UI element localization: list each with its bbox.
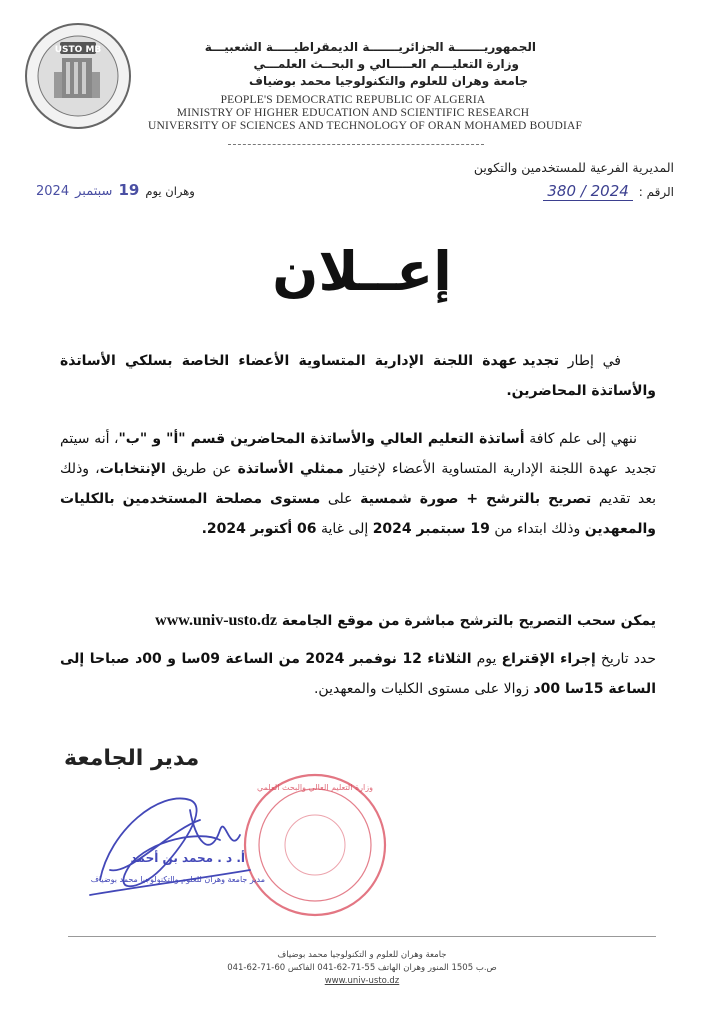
university-website-link[interactable]: www.univ-usto.dz xyxy=(155,612,277,629)
date-day: 19 xyxy=(118,181,140,199)
announcement-title: إعــلان xyxy=(272,240,452,303)
p2-text-m: إلى غاية xyxy=(316,521,373,537)
signer-title: مدير الجامعة xyxy=(64,746,200,771)
signature-and-stamp xyxy=(70,770,400,920)
p3-bold: يمكن سحب التصريح بالترشح مباشرة من موقع الجامعة xyxy=(276,613,656,629)
reference-label: الرقم : xyxy=(638,185,674,199)
header-english-republic: PEOPLE'S DEMOCRATIC REPUBLIC OF ALGERIA xyxy=(220,94,486,106)
official-seal xyxy=(245,775,385,915)
signature-stamp xyxy=(91,850,265,884)
date-year: 2024 xyxy=(36,184,70,199)
p1-bold: تجديد عهدة اللجنة الإدارية المتساوية الأعضاء الخاصة بسلكي الأساتذة والأساتذة المحاضرين. xyxy=(60,353,656,399)
footer-contact: ص.ب 1505 المنور وهران الهاتف 55-71-62-041 الفاكس 60-71-62-041 xyxy=(227,963,497,973)
p2-text-i: على xyxy=(320,491,361,507)
paragraph-vote-date xyxy=(60,644,656,704)
header-arabic-university: جامعة وهران للعلوم والتكنولوجيا محمد بوضياف xyxy=(249,74,528,88)
p4-bold-d: الثلاثاء 12 نوفمبر 2024 من الساعة 09سا و 00د صباحا إلى الساعة 15سا 00د xyxy=(60,651,656,697)
header-arabic-republic: الجمهوريـــــــة الجزائريـــــــة الديمقراطيـــــة الشعبيـــة xyxy=(204,40,536,54)
p2-text-e: عن طريق xyxy=(165,461,238,477)
p4-text-e: زوالا على مستوى الكليات والمعهدين. xyxy=(313,681,534,697)
footer-divider xyxy=(68,936,656,937)
footer-website-link[interactable]: www.univ-usto.dz xyxy=(324,976,400,986)
p2-bold-h: تصريح بالترشح + صورة شمسية xyxy=(360,491,592,507)
svg-text:مدير جامعة وهران للعلوم والتكن: مدير جامعة وهران للعلوم والتكنولوجيا محمد بوضياف xyxy=(90,875,265,884)
p2-text-k: وذلك ابتداء من xyxy=(489,521,585,537)
p2-text-a: ننهي إلى علم كافة xyxy=(524,431,638,447)
p2-text-c: ، أنه سيتم تجديد عهدة اللجنة الإدارية المتساوية الأعضاء لإختيار xyxy=(60,431,656,477)
reference-number: 2024 / 380 xyxy=(543,182,632,201)
p4-text-a: حدد تاريخ xyxy=(595,651,657,667)
university-logo xyxy=(24,22,132,130)
paragraph-notice xyxy=(60,424,656,544)
header-english-ministry: MINISTRY OF HIGHER EDUCATION AND SCIENTIFIC RESEARCH xyxy=(176,107,530,119)
p2-bold-start-date: 19 سبتمبر 2024 xyxy=(372,521,490,537)
svg-text:وزارة التعليم العالي والبحث ال: وزارة التعليم العالي والبحث العلمي xyxy=(257,783,373,792)
svg-text:USTO MB: USTO MB xyxy=(54,45,102,55)
paragraph-context xyxy=(60,346,656,406)
p4-bold-b: إجراء الإقتراع xyxy=(501,651,596,667)
footer-university-name: جامعة وهران للعلوم و التكنولوجيا محمد بوضياف xyxy=(277,950,447,960)
date-label: وهران يوم xyxy=(145,184,195,198)
header-arabic-ministry: وزارة التعليـــم العـــــالي و البحــث العلمـــي xyxy=(253,57,519,71)
p2-bold-b: أساتذة التعليم العالي والأساتذة المحاضرين قسم "أ" و "ب" xyxy=(118,431,525,447)
header-divider xyxy=(228,144,484,145)
p2-text-g: ، وذلك بعد تقديم xyxy=(60,461,656,507)
p1-text: في إطار xyxy=(559,353,621,369)
date-month: سبتمبر xyxy=(75,184,113,199)
p2-bold-f: الإنتخابات xyxy=(99,461,166,477)
p2-bold-end-date: 06 أكتوبر 2024. xyxy=(201,521,317,537)
p2-bold-j: مستوى مصلحة المستخدمين بالكليات والمعهدين xyxy=(60,491,656,537)
p4-text-c: يوم xyxy=(471,651,502,667)
date-line xyxy=(36,181,195,199)
reference-line xyxy=(543,182,674,201)
paragraph-download xyxy=(60,606,656,636)
sub-directorate: المديرية الفرعية للمستخدمين والتكوين xyxy=(473,160,674,175)
svg-text:أ. د . محمد بن أحمد: أ. د . محمد بن أحمد xyxy=(130,851,245,865)
header-english-university: UNIVERSITY OF SCIENCES AND TECHNOLOGY OF ORAN MOHAMED BOUDIAF xyxy=(148,120,583,132)
p2-bold-d: ممثلي الأساتذة xyxy=(237,461,344,477)
